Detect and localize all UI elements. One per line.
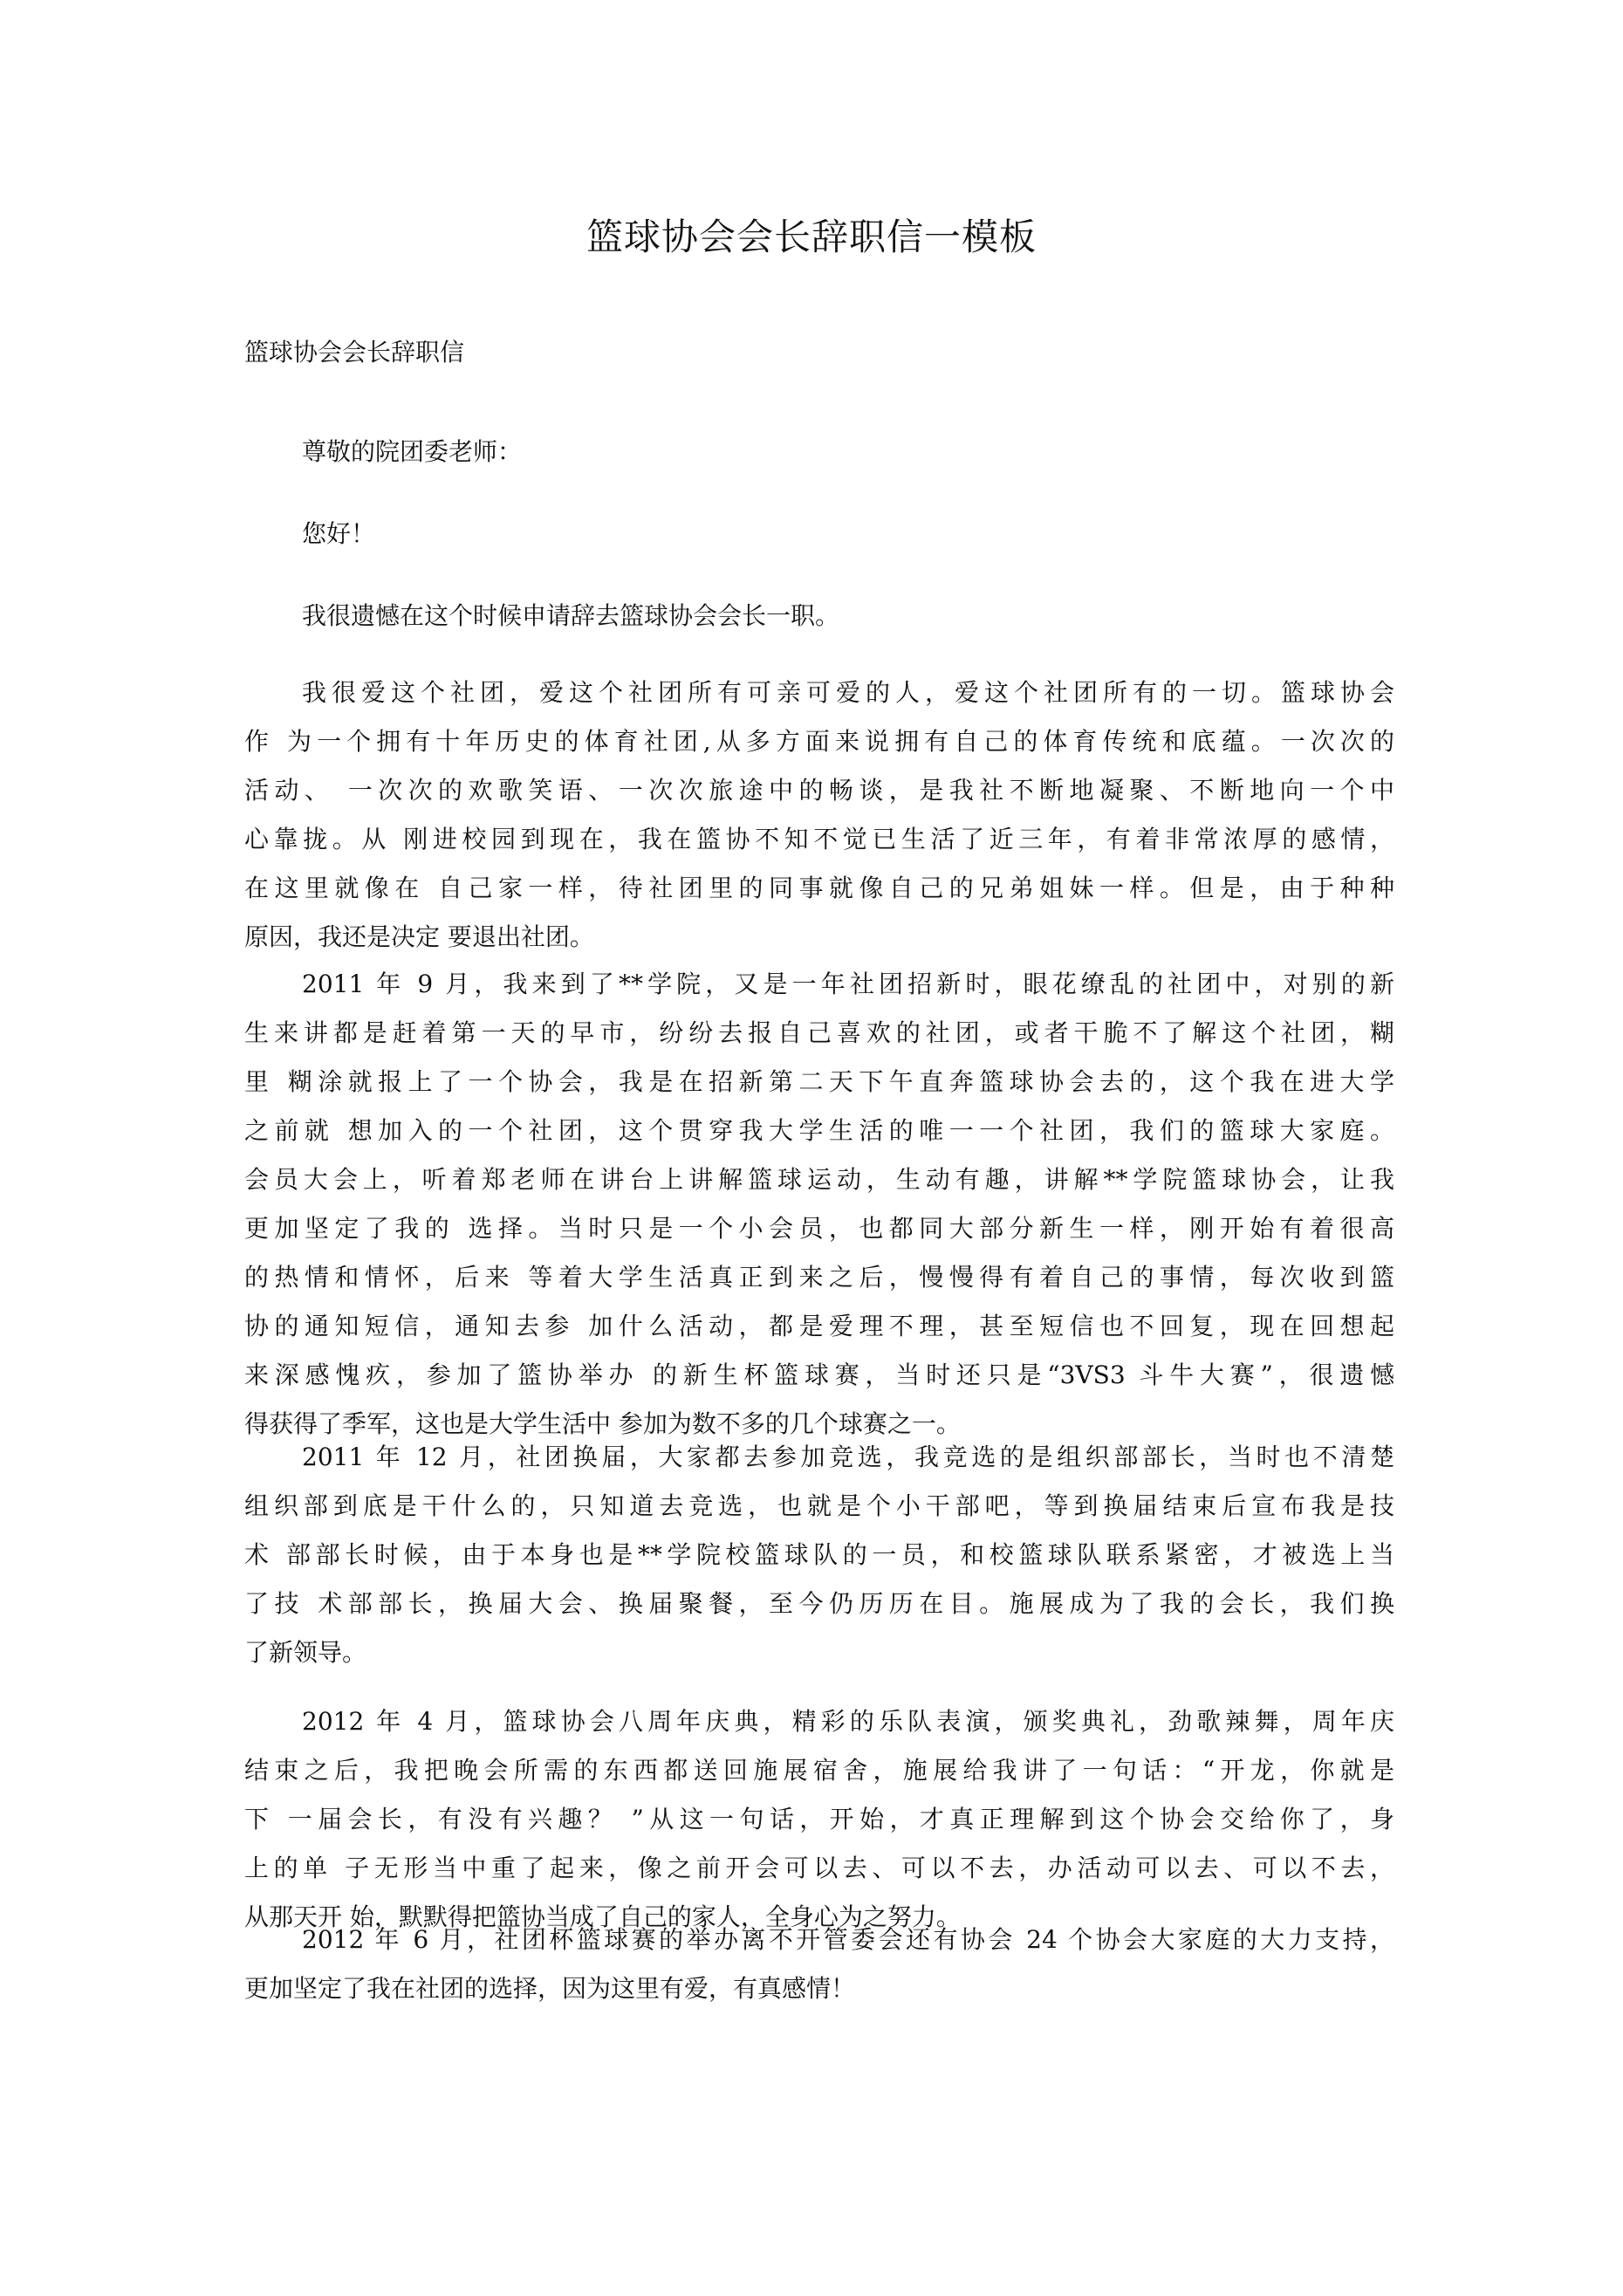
paragraph-line: 上的单 子无形当中重了起来，像之前开会可以去、可以不去，办活动可以去、可以不去， xyxy=(244,1854,1394,1882)
paragraph-line: 作 为一个拥有十年历史的体育社团,从多方面来说拥有自己的体育传统和底蕴。一次次的 xyxy=(244,727,1394,756)
paragraph-4 xyxy=(244,1697,1394,1942)
paragraph-line: 的热情和情怀，后来 等着大学生活真正到来之后，慢慢得有着自己的事情，每次收到篮 xyxy=(244,1263,1394,1292)
paragraph-line: 2012 年 6 月，社团杯篮球赛的举办离不开管委会还有协会 24 个协会大家庭的大力支持， xyxy=(302,1925,1394,1954)
paragraph-2 xyxy=(244,960,1394,1449)
paragraph-line: 生来讲都是赶着第一天的早市，纷纷去报自己喜欢的社团，或者干脆不了解这个社团，糊 xyxy=(244,1018,1394,1047)
document-subtitle: 篮球协会会长辞职信 xyxy=(244,338,465,367)
paragraph-line: 来深感愧疚，参加了篮协举办 的新生杯篮球赛，当时还只是“3VS3 斗牛大赛”，很遗憾 xyxy=(244,1360,1394,1389)
paragraph-line: 下 一届会长，有没有兴趣？ ”从这一句话，开始，才真正理解到这个协会交给你了，身 xyxy=(244,1805,1394,1833)
paragraph-line: 得获得了季军，这也是大学生活中 参加为数不多的几个球赛之一。 xyxy=(244,1409,961,1438)
paragraph-line: 2012 年 4 月，篮球协会八周年庆典，精彩的乐队表演，颁奖典礼，劲歌辣舞，周年庆 xyxy=(302,1707,1394,1736)
paragraph-1 xyxy=(244,668,1394,962)
paragraph-line: 原因，我还是决定 要退出社团。 xyxy=(244,922,594,951)
paragraph-line: 术 部部长时候，由于本身也是**学院校篮球队的一员，和校篮球队联系紧密，才被选上当 xyxy=(244,1540,1394,1569)
paragraph-line: 从那天开 始，默默得把篮协当成了自己的家人，全身心为之努力。 xyxy=(244,1902,961,1931)
paragraph-line: 我很爱这个社团，爱这个社团所有可亲可爱的人，爱这个社团所有的一切。篮球协会 xyxy=(302,678,1394,707)
paragraph-line: 了技 术部部长，换届大会、换届聚餐，至今仍历历在目。施展成为了我的会长，我们换 xyxy=(244,1589,1394,1618)
paragraph-line: 协的通知短信，通知去参 加什么活动，都是爱理不理，甚至短信也不回复，现在回想起 xyxy=(244,1312,1394,1340)
paragraph-line: 会员大会上，听着郑老师在讲台上讲解篮球运动，生动有趣，讲解**学院篮球协会，让我 xyxy=(244,1165,1394,1194)
paragraph-line: 2011 年 12 月，社团换届，大家都去参加竞选，我竞选的是组织部部长，当时也不清楚 xyxy=(302,1443,1394,1471)
paragraph-line: 更加坚定了我在社团的选择，因为这里有爱，有真感情！ xyxy=(244,1974,856,2003)
document-title: 篮球协会会长辞职信一模板 xyxy=(586,216,1037,258)
greeting: 尊敬的院团委老师： xyxy=(302,437,523,466)
paragraph-line: 里 糊涂就报上了一个协会，我是在招新第二天下午直奔篮球协会去的，这个我在进大学 xyxy=(244,1067,1394,1096)
paragraph-line: 结束之后，我把晚会所需的东西都送回施展宿舍，施展给我讲了一句话：“开龙，你就是 xyxy=(244,1756,1394,1785)
paragraph-line: 更加坚定了我的 选择。当时只是一个小会员，也都同大部分新生一样，刚开始有着很高 xyxy=(244,1214,1394,1243)
paragraph-line: 之前就 想加入的一个社团，这个贯穿我大学生活的唯一一个社团，我们的篮球大家庭。 xyxy=(244,1116,1394,1145)
paragraph-3 xyxy=(244,1433,1394,1677)
paragraph-line: 活动、 一次次的欢歌笑语、一次次旅途中的畅谈，是我社不断地凝聚、不断地向一个中 xyxy=(244,776,1394,805)
intro-line: 我很遗憾在这个时候申请辞去篮球协会会长一职。 xyxy=(302,601,840,630)
paragraph-5 xyxy=(244,1916,1394,2013)
paragraph-line: 在这里就像在 自己家一样，待社团里的同事就像自己的兄弟姐妹一样。但是，由于种种 xyxy=(244,874,1394,902)
paragraph-line: 2011 年 9 月，我来到了**学院，又是一年社团招新时，眼花缭乱的社团中，对别的新 xyxy=(302,970,1394,998)
paragraph-line: 了新领导。 xyxy=(244,1638,367,1667)
hello-line: 您好！ xyxy=(302,519,376,548)
paragraph-line: 组织部到底是干什么的，只知道去竞选，也就是个小干部吧，等到换届结束后宣布我是技 xyxy=(244,1491,1394,1520)
paragraph-line: 心靠拢。从 刚进校园到现在，我在篮协不知不觉已生活了近三年，有着非常浓厚的感情， xyxy=(244,825,1394,853)
